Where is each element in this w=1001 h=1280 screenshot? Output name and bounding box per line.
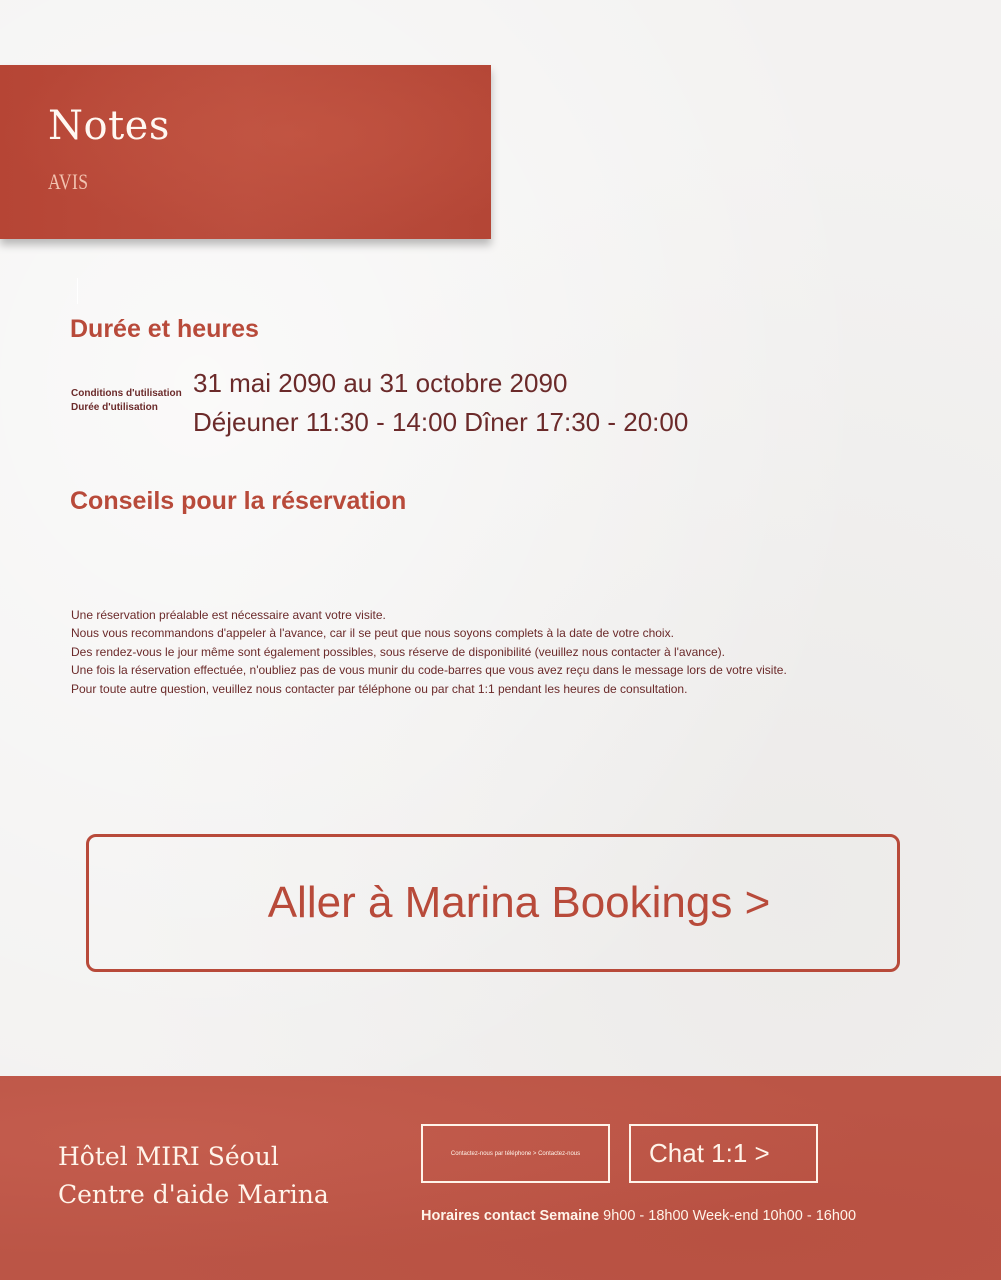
tip-line: Une fois la réservation effectuée, n'oubliez pas de vous munir du code-barres que vous avez reçu dans le message lors de votre visite. [71, 663, 787, 678]
tips-text [71, 606, 787, 698]
booking-button-label: Aller à Marina Bookings > [267, 878, 771, 927]
date-range: 31 mai 2090 au 31 octobre 2090 [193, 368, 568, 398]
tip-line: Une réservation préalable est nécessaire avant votre visite. [71, 608, 386, 622]
divider [77, 278, 78, 304]
footer [0, 1076, 1001, 1280]
go-to-marina-bookings-button[interactable] [86, 834, 900, 972]
terms-values [193, 364, 688, 442]
contact-hours [421, 1208, 856, 1224]
header-banner [0, 65, 491, 239]
chat-button[interactable] [629, 1124, 818, 1183]
contact-phone-button[interactable] [421, 1124, 610, 1183]
contact-hours-label: Horaires contact Semaine [421, 1208, 600, 1224]
terms-labels [71, 387, 182, 415]
page-subtitle: AVIS [48, 169, 89, 194]
tips-section-title: Conseils pour la réservation [70, 487, 407, 515]
meal-hours: Déjeuner 11:30 - 14:00 Dîner 17:30 - 20:00 [193, 407, 689, 437]
hotel-name: Hôtel MIRI Séoul [58, 1142, 279, 1171]
tip-line: Nous vous recommandons d'appeler à l'avance, car il se peut que nous soyons complets à la date de votre choix. [71, 626, 674, 641]
duration-section-title: Durée et heures [70, 315, 259, 343]
contact-phone-label: Contactez-nous par téléphone > Contactez-nous [450, 1150, 581, 1157]
page-title: Notes [48, 103, 170, 149]
help-center-name: Centre d'aide Marina [58, 1180, 329, 1209]
chat-button-label: Chat 1:1 > [649, 1138, 770, 1168]
contact-hours-value: 9h00 - 18h00 Week-end 10h00 - 16h00 [599, 1208, 857, 1224]
footer-org [58, 1138, 329, 1214]
duration-label: Durée d'utilisation [71, 402, 158, 413]
tip-line: Pour toute autre question, veuillez nous contacter par téléphone ou par chat 1:1 pendant les heures de consultation. [71, 681, 688, 696]
tip-line: Des rendez-vous le jour même sont également possibles, sous réserve de disponibilité (veuillez nous contacter à l'avance). [71, 644, 725, 659]
terms-label: Conditions d'utilisation [71, 388, 182, 399]
